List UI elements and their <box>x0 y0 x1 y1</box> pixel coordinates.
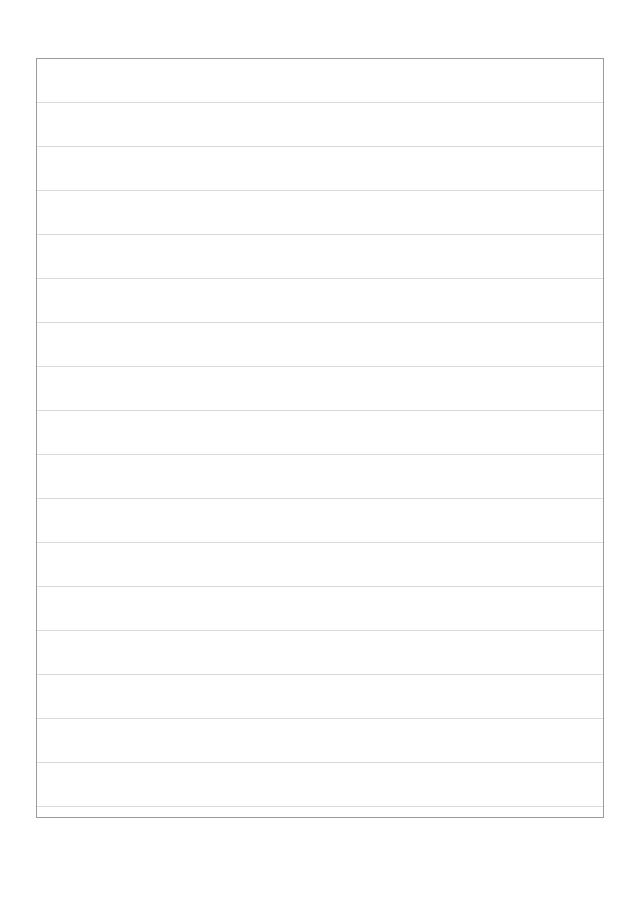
table-outline <box>36 58 604 818</box>
document-footer <box>36 830 604 844</box>
document-title <box>36 32 604 50</box>
